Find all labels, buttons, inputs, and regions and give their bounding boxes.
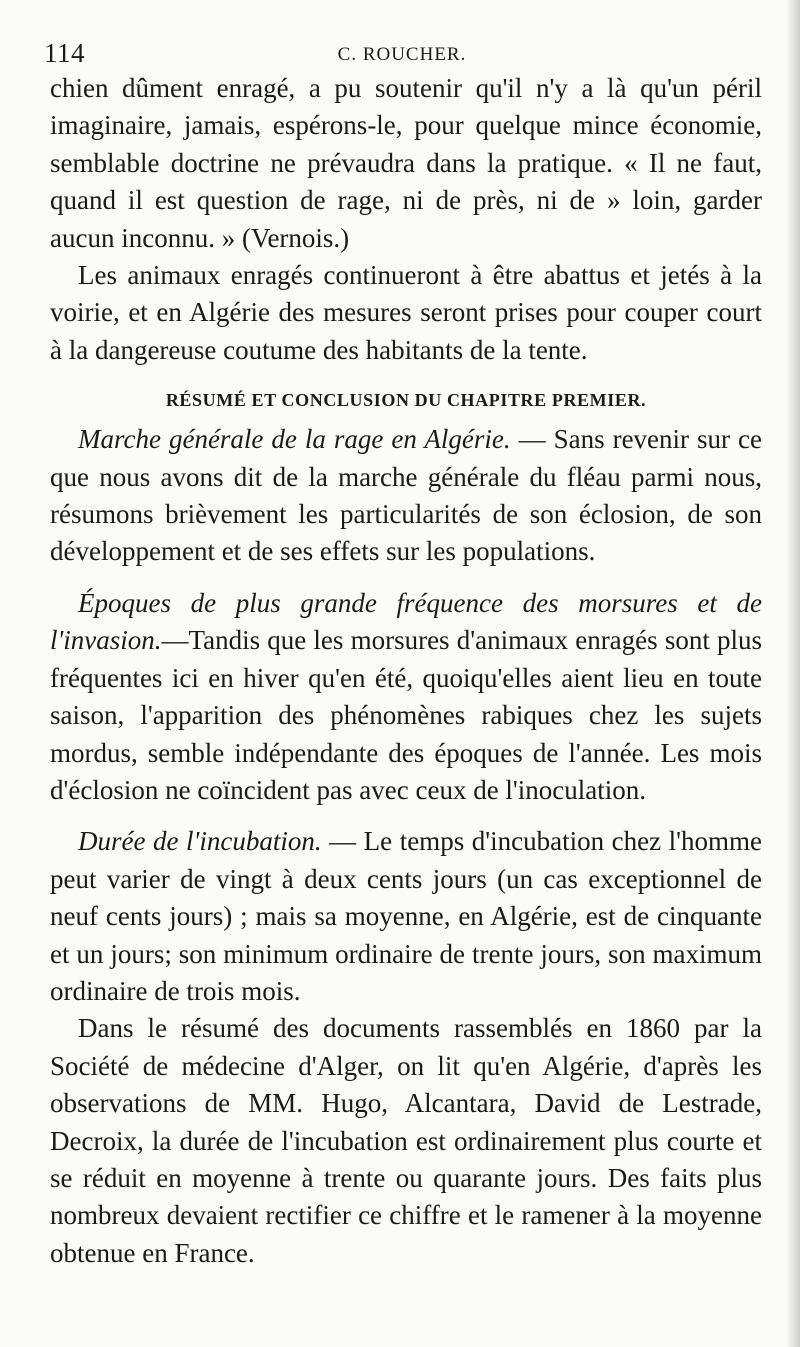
paragraph-societe: Dans le résumé des documents rassemblés en 1860 par la Société de médecine d'Alger, on lit qu'en Algérie, d'après les observations de MM. Hugo, Alcantara, David de Lestrade, Decroix, la durée de l'incubation est ordinairement plus courte et se réduit en moyenne à trente ou quarante jours. Des faits plus nombreux devaient rectifier ce chiffre et le ramener à la moyenne obtenue en France. bbox=[50, 1013, 762, 1268]
page-header bbox=[44, 38, 760, 68]
paragraph-epoques bbox=[50, 585, 762, 809]
paragraph-text: — Sans revenir sur ce que nous avons dit de la marche générale du fléau parmi nous, résumons brièvement les particularités de son éclosion, de son développement et de ses effets sur les populations. bbox=[50, 424, 762, 567]
run-in-heading: Durée de l'incubation. bbox=[78, 826, 322, 857]
body-text bbox=[50, 70, 762, 1272]
run-in-heading: Marche générale de la rage en Algérie. bbox=[78, 424, 511, 455]
paragraph-animals: Les animaux enragés continueront à être abattus et jetés à la voirie, et en Algérie des mesures seront prises pour couper court à la dangereuse coutume des habitants de la tente. bbox=[50, 260, 762, 365]
paragraph-marche bbox=[50, 421, 762, 571]
section-heading: RÉSUMÉ ET CONCLUSION DU CHAPITRE PREMIER. bbox=[165, 390, 647, 411]
page-edge-shadow bbox=[786, 0, 800, 1347]
page-number: 114 bbox=[44, 38, 85, 68]
paragraph-incubation bbox=[50, 823, 762, 1010]
paragraph-continued: chien dûment enragé, a pu soutenir qu'il n'y a là qu'un péril imaginaire, jamais, espérons-le, pour quelque mince économie, semblable doctrine ne prévaudra dans la pratique. « Il ne faut, quand il est question de rage, ni de près, ni de » loin, garder aucun inconnu. » (Vernois.) bbox=[50, 73, 762, 253]
paragraph-text: —Tandis que les morsures d'animaux enragés sont plus fréquentes ici en hiver qu'en été, quoiqu'elles aient lieu en toute saison, l'apparition des phénomènes rabiques chez les sujets mordus, semble indépendante des époques de l'année. Les mois d'éclosion ne coïncident pas avec ceux de l'inoculation. bbox=[50, 625, 762, 805]
run-in-heading: Époques de plus grande fréquence des morsures et de l'invasion. bbox=[50, 587, 762, 656]
paragraph-text: — Le temps d'incubation chez l'homme peut varier de vingt à deux cents jours (un cas exceptionnel de neuf cents jours) ; mais sa moyenne, en Algérie, est de cinquante et un jours; son minimum ordinaire de trente jours, son maximum ordinaire de trois mois. bbox=[50, 826, 762, 1006]
running-head: C. ROUCHER. bbox=[337, 44, 467, 65]
